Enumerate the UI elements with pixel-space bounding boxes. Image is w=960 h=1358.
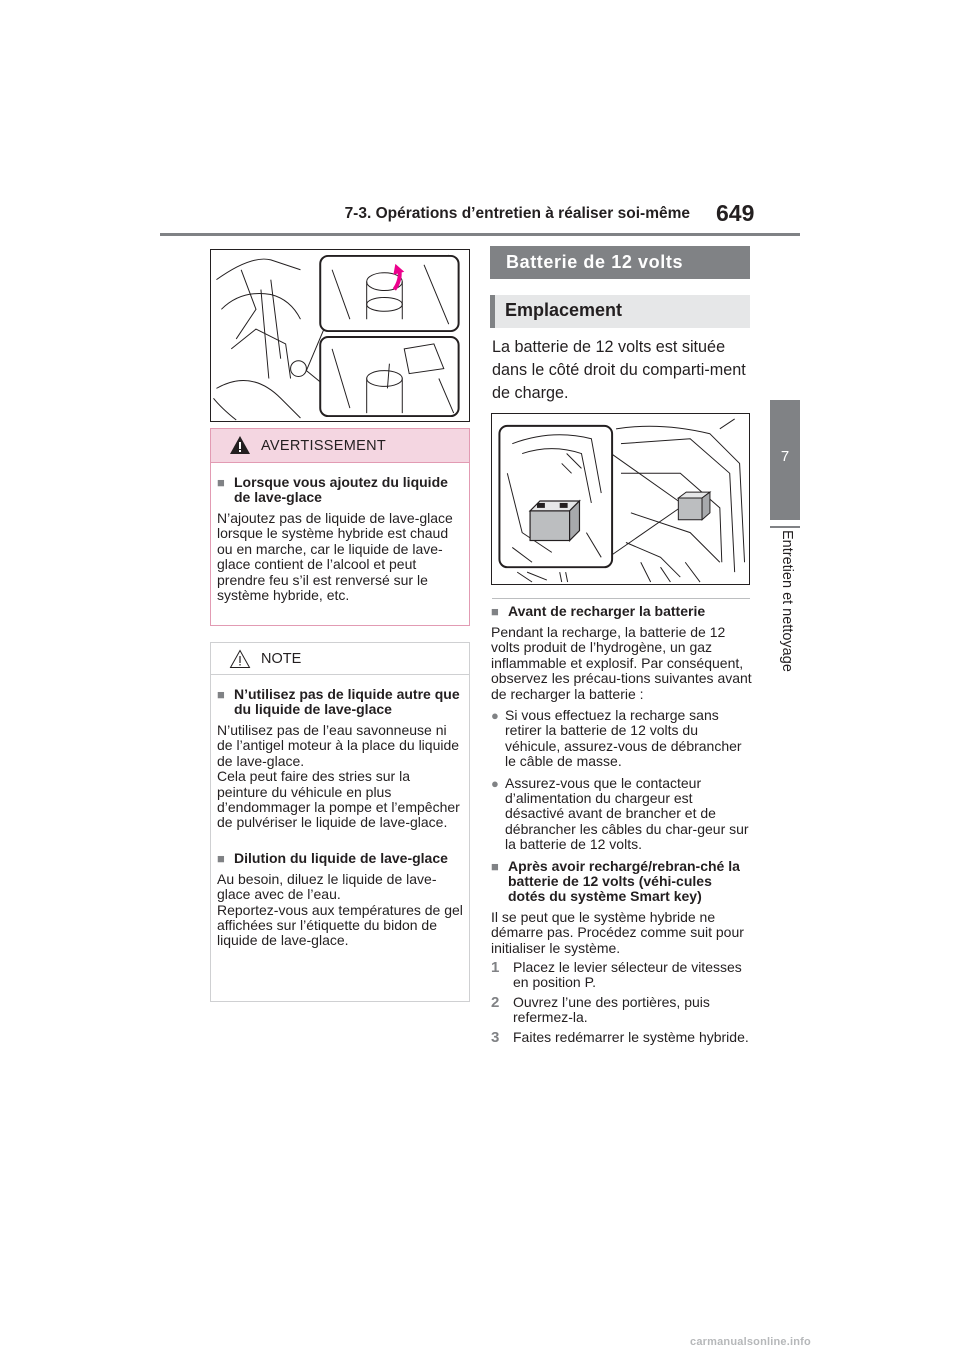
step-text: Placez le levier sélecteur de vitesses en position P. bbox=[513, 958, 742, 991]
note-box bbox=[210, 642, 470, 1002]
chapter-tab-rule bbox=[770, 526, 800, 528]
warning-title: AVERTISSEMENT bbox=[261, 438, 387, 454]
after-charge-heading: ■ Après avoir rechargé/rebran-ché la batterie de 12 volts (véhi-cules dotés du système Smart key) bbox=[491, 859, 753, 904]
after-charge-text: Il se peut que le système hybride ne démarre pas. Procédez comme suit pour initialiser le système. bbox=[491, 908, 744, 956]
battery-instructions bbox=[491, 604, 753, 1045]
page-number: 649 bbox=[716, 200, 755, 226]
washer-fluid-drawing bbox=[211, 250, 469, 421]
note-item-text: N’utilisez pas de l’eau savonneuse ni de l’antigel moteur à la place du liquide de lave-glace. bbox=[217, 722, 460, 769]
charge-text: Pendant la recharge, la batterie de 12 volts produit de l’hydrogène, un gaz inflammable et explosif. Par conséquent, observez les précau-tions suivantes avant de recharger la batterie : bbox=[491, 624, 752, 702]
running-header: 7-3. Opérations d’entretien à réaliser soi-même bbox=[344, 205, 690, 222]
section-title: Batterie de 12 volts bbox=[490, 246, 750, 279]
warning-box bbox=[210, 428, 470, 626]
note-item-heading: ■ N’utilisez pas de liquide autre que du liquide de lave-glace bbox=[217, 687, 463, 717]
chapter-number: 7 bbox=[780, 448, 790, 465]
warning-header bbox=[211, 429, 469, 463]
battery-location-illustration bbox=[491, 413, 750, 585]
step-text: Ouvrez l’une des portières, puis refermez-la. bbox=[513, 993, 710, 1026]
footer-watermark: carmanualsonline.info bbox=[690, 1336, 811, 1348]
step-text: Faites redémarrer le système hybride. bbox=[513, 1028, 749, 1045]
warning-item-heading: ■ Lorsque vous ajoutez du liquide de lave-glace bbox=[217, 475, 463, 505]
charge-bullet: ● Assurez-vous que le contacteur d’alimentation du chargeur est désactivé avant de brancher et de débrancher les câbles du char-geur sur la batterie de 12 volts. bbox=[491, 776, 753, 853]
note-item-text: Cela peut faire des stries sur la peinture du véhicule en plus d’endommager la pompe et l’empêcher de pulvériser le liquide de lave-glace. bbox=[217, 768, 460, 831]
warning-item-text: N’ajoutez pas de liquide de lave-glace lorsque le système hybride est chaud ou en marche, car le liquide de lave-glace contient de l’alcool et peut prendre feu s’il est renversé sur le système hybride, etc. bbox=[217, 510, 453, 604]
step-item bbox=[491, 995, 753, 1026]
note-item-heading: ■ Dilution du liquide de lave-glace bbox=[217, 851, 463, 866]
charge-heading: ■ Avant de recharger la batterie bbox=[491, 604, 753, 619]
step-number: 3 bbox=[491, 1028, 500, 1046]
battery-location-text: La batterie de 12 volts est située dans le côté droit du comparti-ment de charge. bbox=[492, 338, 746, 402]
warning-icon bbox=[229, 435, 251, 455]
note-item-text: Reportez-vous aux températures de gel affichées sur l’étiquette du bidon de liquide de lave-glace. bbox=[217, 901, 463, 949]
battery-location-drawing bbox=[492, 414, 749, 584]
step-number: 2 bbox=[491, 993, 500, 1011]
step-item bbox=[491, 1030, 753, 1045]
note-header bbox=[211, 643, 469, 675]
subsection-title: Emplacement bbox=[490, 295, 750, 328]
header-rule bbox=[160, 233, 800, 236]
caution-icon bbox=[229, 649, 251, 669]
chapter-label: Entretien et nettoyage bbox=[779, 530, 795, 672]
washer-fluid-illustration bbox=[210, 249, 470, 422]
charge-bullet: ● Si vous effectuez la recharge sans retirer la batterie de 12 volts du véhicule, assurez-vous de débrancher le câble de masse. bbox=[491, 708, 753, 770]
note-item-text: Au besoin, diluez le liquide de lave-glace avec de l’eau. bbox=[217, 870, 437, 903]
step-number: 1 bbox=[491, 958, 500, 976]
note-title: NOTE bbox=[261, 651, 302, 667]
section-separator bbox=[492, 598, 750, 599]
step-item bbox=[491, 960, 753, 991]
